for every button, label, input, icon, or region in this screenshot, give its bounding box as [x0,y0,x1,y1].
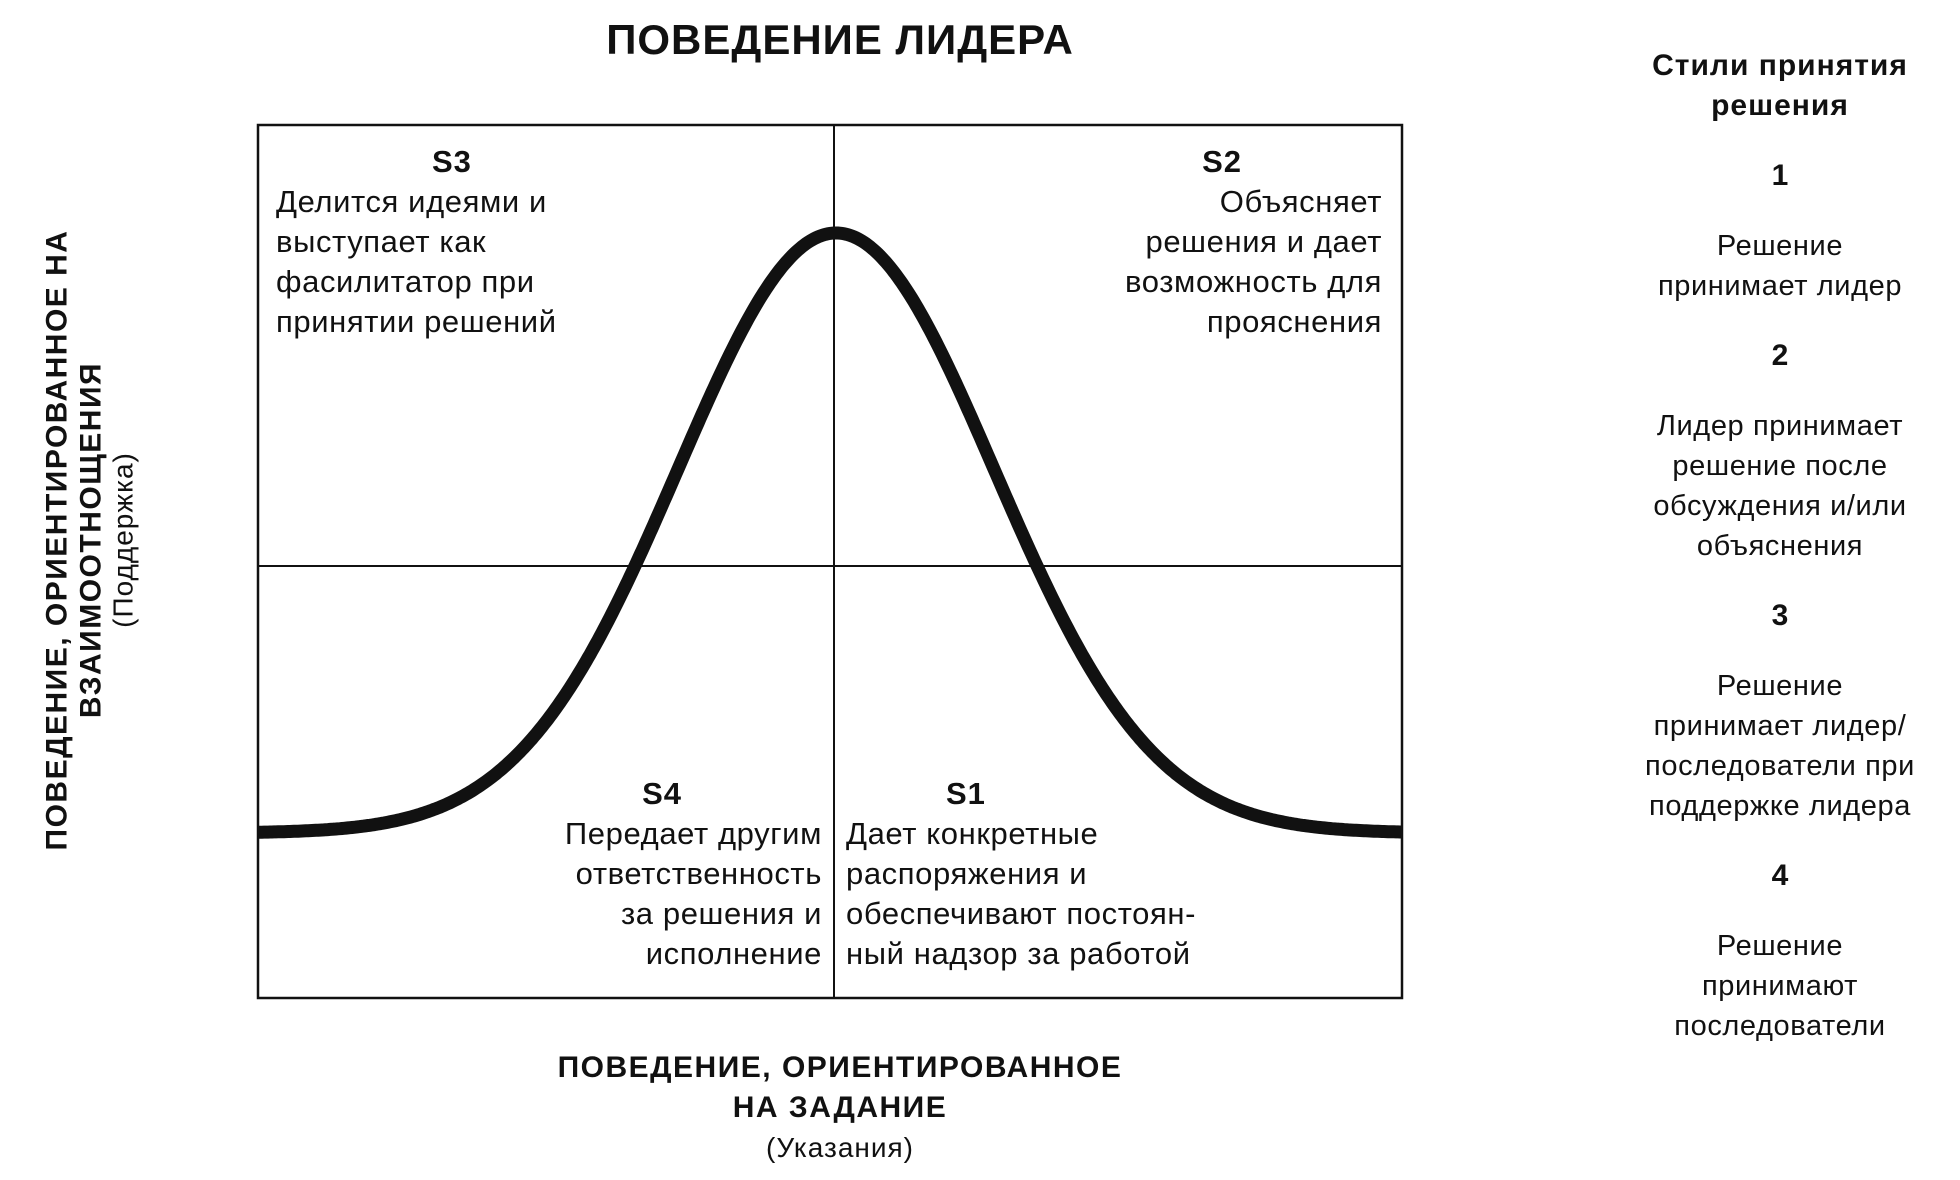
quadrant-s3 [276,142,636,342]
y-axis-label-subtitle: (Поддержка) [107,452,139,628]
style-3-number: 3 [1771,599,1789,632]
quadrant-s2-description: Объясняет решения и дает возможность для прояснения [1125,184,1382,339]
diagram-title: ПОВЕДЕНИЕ ЛИДЕРА [606,16,1074,63]
style-3-description: Решение принимает лидер/ последователи при поддержке лидера [1645,670,1915,822]
quadrant-s2 [1020,142,1382,342]
quadrant-s4-description: Передает другим ответственность за решения и исполнение [564,816,822,971]
y-axis-label-line-1: ПОВЕДЕНИЕ, ОРИЕНТИРОВАННОЕ НА [40,229,74,851]
quadrant-s1-code: S1 [946,776,986,811]
x-axis-label [440,1048,1240,1168]
style-1-number: 1 [1771,159,1789,192]
y-axis-label-line-2: ВЗАИМООТНОЩЕНИЯ [74,361,108,719]
style-2-number: 2 [1771,339,1789,372]
decision-styles-panel [1600,46,1960,1076]
style-1-description: Решение принимает лидер [1657,230,1903,302]
x-axis-label-main: ПОВЕДЕНИЕ, ОРИЕНТИРОВАННОЕ НА ЗАДАНИЕ [557,1051,1123,1124]
style-2-description: Лидер принимает решение после обсуждения и/или объяснения [1653,410,1907,562]
decision-styles-title: Стили принятия решения [1652,49,1908,122]
quadrant-s3-code: S3 [432,144,472,179]
quadrant-s1 [846,774,1276,974]
style-4-number: 4 [1771,859,1789,892]
style-4-description: Решение принимают последователи [1674,930,1886,1042]
x-axis-label-subtitle: (Указания) [766,1132,914,1163]
quadrant-s4 [470,774,822,974]
quadrant-s1-description: Дает конкретные распоряжения и обеспечивают постоян- ный надзор за работой [846,816,1197,971]
quadrant-s4-code: S4 [642,776,682,811]
quadrant-s2-code: S2 [1202,144,1242,179]
quadrant-s3-description: Делится идеями и выступает как фасилитатор при принятии решений [276,184,557,339]
